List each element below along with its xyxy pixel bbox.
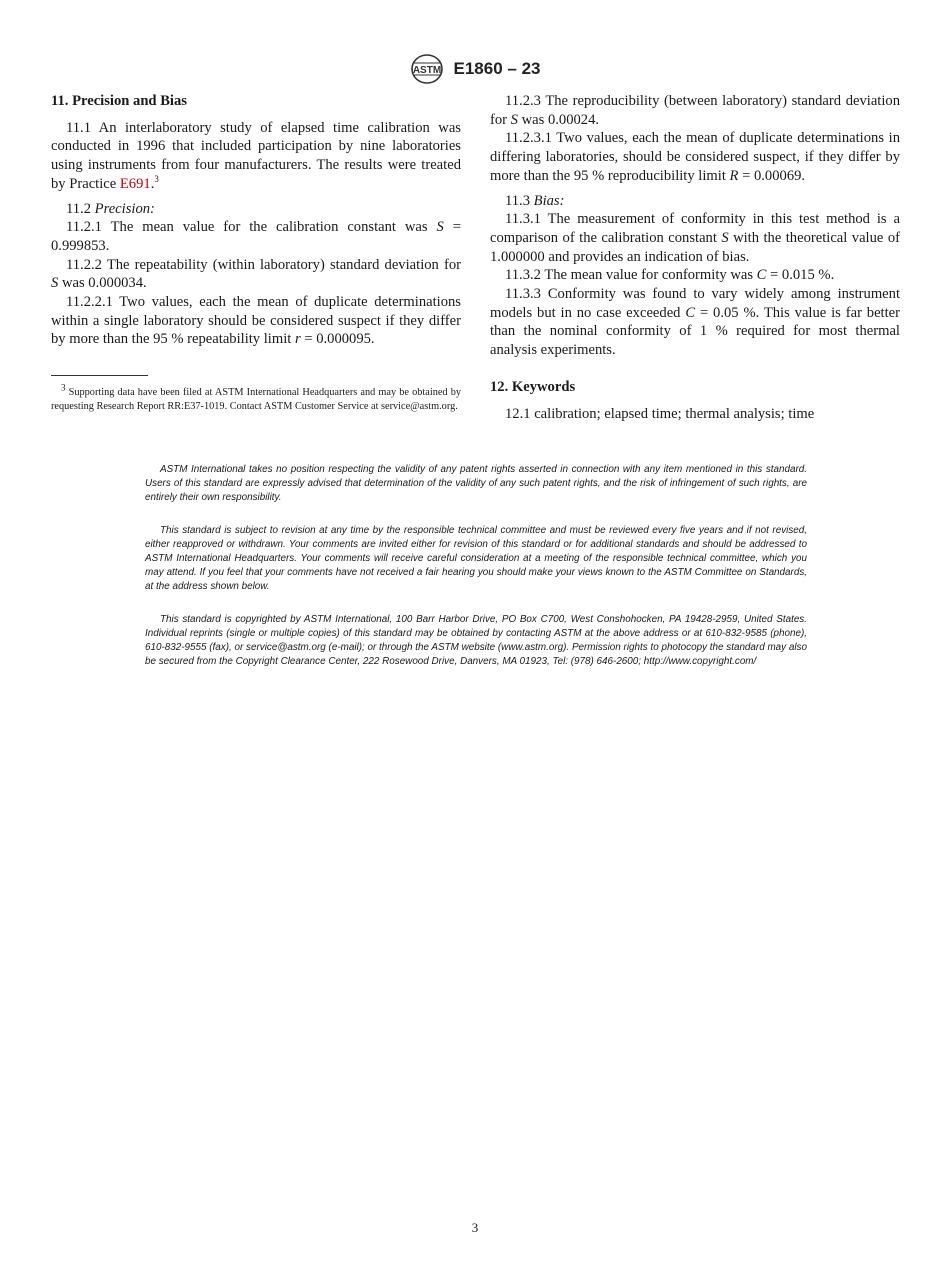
paragraph-11-3-2: 11.3.2 The mean value for conformity was C = 0.015 %. xyxy=(505,267,835,284)
paragraph-11-2-3: 11.2.3 The reproducibility (between laboratory) standard deviation for S was 0.00024. xyxy=(490,93,900,128)
svg-text:ASTM: ASTM xyxy=(412,65,441,76)
paragraph-11-2-2-1: 11.2.2.1 Two values, each the mean of duplicate determinations within a single laboratory should be considered suspect if they differ by more than the 95 % repeatability limit r = 0.000095. xyxy=(51,294,461,348)
section-heading-keywords: 12. Keywords xyxy=(490,378,576,395)
copyright-notice: This standard is copyrighted by ASTM International, 100 Barr Harbor Drive, PO Box C700, West Conshohocken, PA 19428-2959, United States. Individual reprints (single or multiple copies) of this standard may be obtained by contacting ASTM at the above address or at 610-832-9585 (phone), 610-832-9555 (fax), or service@astm.org (e-mail); or through the ASTM website (www.astm.org). Permission rights to photocopy the standard may also be secured from the Copyright Clearance Center, 222 Rosewood Drive, Danvers, MA 01923, Tel: (978) 646-2600; http://www.copyright.com/ xyxy=(145,614,807,667)
paragraph-11-2-2: 11.2.2 The repeatability (within laboratory) standard deviation for S was 0.000034. xyxy=(51,256,461,292)
paragraph-11-3-3: 11.3.3 Conformity was found to vary widely among instrument models but in no case exceeded C = 0.05 %. This value is far better than the nominal conformity of 1 % required for most thermal analysis experiments. xyxy=(490,286,901,359)
paragraph-11-3-1: 11.3.1 The measurement of conformity in this test method is a comparison of the calibration constant S with the theoretical value of 1.000000 and provides an indication of bias. xyxy=(490,211,900,265)
astm-logo xyxy=(410,53,444,85)
paragraph-11-2: 11.2 Precision: xyxy=(66,200,155,217)
paragraph-12-1: 12.1 calibration; elapsed time; thermal analysis; time xyxy=(505,405,815,422)
page-number: 3 xyxy=(471,1220,479,1235)
revision-notice: This standard is subject to revision at any time by the responsible technical committee and must be reviewed every five years and if not revised, either reapproved or withdrawn. Your comments are invited either for revision of this standard or for additional standards and should be addressed to ASTM International Headquarters. Your comments will receive careful consideration at a meeting of the responsible technical committee, which you may attend. If you feel that your comments have not received a fair hearing you should make your views known to the ASTM Committee on Standards, at the address shown below. xyxy=(145,525,807,592)
paragraph-11-2-1: 11.2.1 The mean value for the calibration constant was S = 0.999853. xyxy=(51,219,461,254)
section-heading-precision-bias: 11. Precision and Bias xyxy=(51,93,187,109)
standard-designation: E1860 – 23 xyxy=(453,59,541,78)
page-header xyxy=(0,52,950,86)
paragraph-11-3: 11.3 Bias: xyxy=(505,192,565,209)
practice-e691-link[interactable]: E691 xyxy=(119,175,151,192)
paragraph-11-1: 11.1 An interlaboratory study of elapsed time calibration was conducted in 1996 that included participation by nine laboratories using instruments from four manufacturers. The results were treated by Practice E691.$^3$ xyxy=(51,119,461,192)
patent-notice: ASTM International takes no position respecting the validity of any patent rights asserted in connection with any item mentioned in this standard. Users of this standard are expressly advised that determination of the validity of any such patent rights, and the risk of infringement of such rights, are entirely their own responsibility. xyxy=(145,464,807,503)
footnote-3: $^3$ Supporting data have been filed at ASTM International Headquarters and may be obtained by requesting Research Report RR:E37-1019. Contact ASTM Customer Service at service@astm.org. xyxy=(51,382,461,413)
footnote-divider xyxy=(51,375,148,376)
footnote-ref-3[interactable]: 3 xyxy=(154,173,159,184)
left-column xyxy=(51,92,461,414)
astm-notices xyxy=(145,463,807,688)
paragraph-11-2-3-1: 11.2.3.1 Two values, each the mean of duplicate determinations in differing laboratories, should be considered suspect, if they differ by more than the 95 % reproducibility limit R = 0.00069. xyxy=(490,130,900,184)
right-column xyxy=(490,92,900,423)
